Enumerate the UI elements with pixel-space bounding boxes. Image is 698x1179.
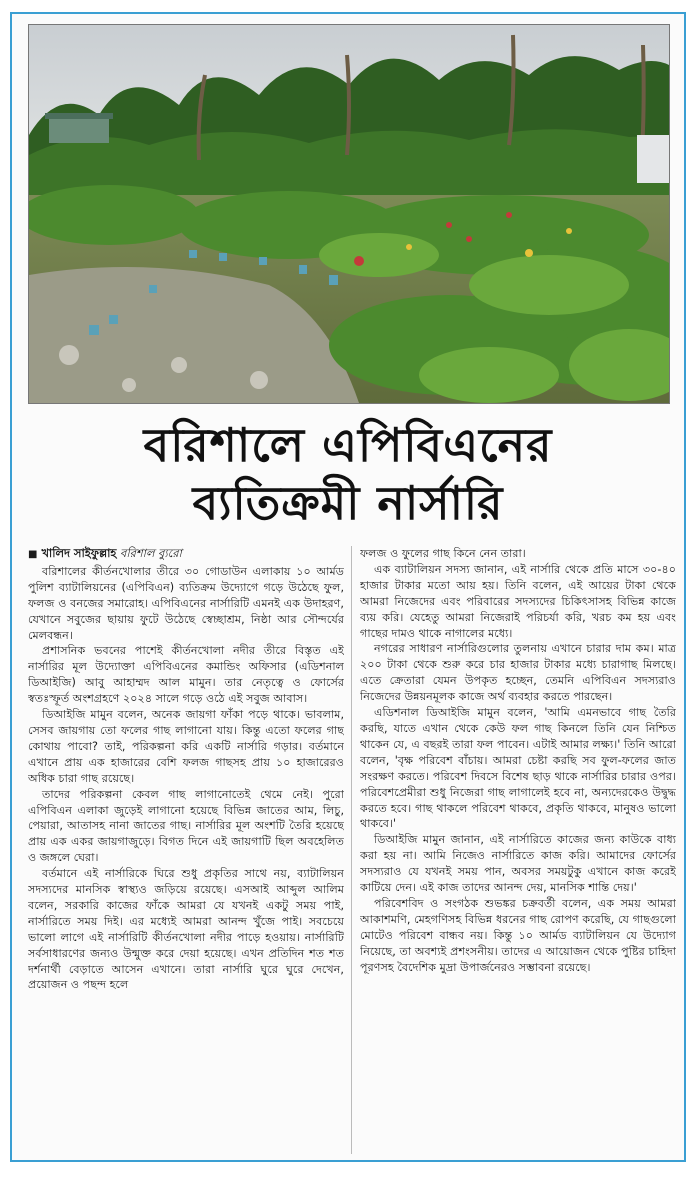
paragraph: বরিশালের কীর্তনখোলার তীরে ৩০ গোডাউন এলাকায় ১০ আর্মড পুলিশ ব্যাটালিয়নের (এপিবিএন) ব্যতিক্রম উদ্যোগে গড়ে উঠেছে ফুল, ফলজ ও বনজের সমারোহ। এপিবিএনের নার্সারিটি এমনই এক উদাহরণ, যেখানে সবুজের ছায়ায় ফুটে উঠেছে স্বেচ্ছাশ্রম, নিষ্ঠা আর সৌন্দর্যের মেলবন্ধন। [28,564,344,642]
byline-bullet-icon: ■ [28,549,38,560]
paragraph: বর্তমানে এই নার্সারিকে ঘিরে শুধু প্রকৃতির সাথে নয়, ব্যাটালিয়ন সদস্যদের মানসিক স্বাস্থ্যও জড়িয়ে রয়েছে। এসআই আব্দুল আলিম বলেন, সরকারি কাজের ফাঁকে আমরা যে যখনই একটু সময় পাই, নার্সারিতে সময় দিই। এর মধ্যেই আমরা আনন্দ খুঁজে পাই। সবচেয়ে ভালো লাগে এই নার্সারিটি কীর্তনখোলা নদীর পাড়ে হওয়ায়। নার্সারিটি সর্বসাধারণের জন্যও উন্মুক্ত করে দেয়া হয়েছে। এখন প্রতিদিন শত শত দর্শনার্থী বেড়াতে আসেন এখানে। তারা নার্সারি ঘুরে ঘুরে দেখেন, প্রয়োজন ও পছন্দ হলে [28,867,344,992]
column-divider [351,546,352,1154]
byline-bureau: বরিশাল ব্যুরো [120,546,182,560]
paragraph: প্রশাসনিক ভবনের পাশেই কীর্তনখোলা নদীর তীরে বিস্তৃত এই নার্সারির মূল উদ্যোক্তা এপিবিএনের কমান্ডিং অফিসার (এডিশনাল ডিআইজি) আবু আহাম্মদ আল মামুন। তার নেতৃত্বে ও ফোর্সের স্বতঃস্ফূর্ত অংশগ্রহণে ২০২৪ সালে গড়ে ওঠে এই সবুজ আবাস। [28,644,344,706]
paragraph: এক ব্যাটালিয়ন সদস্য জানান, এই নার্সারি থেকে প্রতি মাসে ৩০-৪০ হাজার টাকার মতো আয় হয়। তিনি বলেন, এই আয়ের টাকা থেকে আমরা নিজেদের এবং পরিবারের সদস্যদের চিকিৎসাসহ বিভিন্ন কাজে ব্যয় করি। যেহেতু আমরা নিজেরাই পরিচর্যা করি, খরচ কম হয় এবং গাছের দামও থাকে নাগালের মধ্যে। [360,562,676,640]
nursery-photo-image [29,25,669,403]
paragraph: পরিবেশবিদ ও সংগঠক শুভঙ্কর চক্রবর্তী বলেন, এক সময় আমরা আকাশমণি, মেহগণিসহ বিভিন্ন ধরনের গাছ রোপণ করেছি, যে গাছগুলো মোটেও পরিবেশ বান্ধব নয়। কিন্তু ১০ আর্মড ব্যাটালিয়ন যে উদ্যোগ নিয়েছে, তা অবশ্যই প্রশংসনীয়। তাদের এ আয়োজন থেকে পুষ্টির চাহিদা পূরণসহ বৈদেশিক মুদ্রা উপার্জনেরও সম্ভাবনা রয়েছে। [360,896,676,974]
byline [28,546,344,563]
byline-author: খালিদ সাইফুল্লাহ [41,546,117,560]
news-clipping [10,12,686,1162]
paragraph: এডিশনাল ডিআইজি মামুন বলেন, 'আমি এমনভাবে গাছ তৈরি করছি, যাতে এখান থেকে কেউ ফল গাছ কিনলে তিনি যেন নিশ্চিত থাকেন যে, এ বছরই তারা ফল পাবেন। এটাই আমার লক্ষ্য।' তিনি আরো বলেন, 'বৃক্ষ পরিবেশ বাঁচায়। আমরা চেষ্টা করছি সব ফুল-ফলের জাত সংরক্ষণ করতে। পরিবেশ দিবসে বিশেষ ছাড় থাকে নার্সারির চারার ওপর। পরিবেশপ্রেমীরা শুধু নিজেরা গাছ লাগালেই হবে না, অন্যদেরকেও উদ্বুদ্ধ করতে হবে। গাছ থাকলে পরিবেশ থাকবে, প্রকৃতি থাকবে, মানুষও ভালো থাকবে।' [360,706,676,831]
headline-line-2: ব্যতিক্রমী নার্সারি [192,476,504,530]
paragraph: ডিআইজি মামুন বলেন, অনেক জায়গা ফাঁকা পড়ে থাকে। ভাবলাম, সেসব জায়গায় তো ফলের গাছ লাগানো যায়। কিন্তু এতো ফলের গাছ কোথায় পাবো? তাই, পরিকল্পনা করি একটি নার্সারি গড়ার। বর্তমানে এখানে প্রায় এক হাজারের বেশি ফলজ গাছসহ প্রায় ১০ হাজারেরও অধিক চারা গাছ রয়েছে। [28,708,344,785]
paragraph: তাদের পরিকল্পনা কেবল গাছ লাগানোতেই থেমে নেই। পুরো এপিবিএন এলাকা জুড়েই লাগানো হয়েছে বিভিন্ন জাতের আম, লিচু, পেয়ারা, আতাসহ নানা জাতের গাছ। নার্সারির মূল অংশটি তৈরি হয়েছে প্রায় এক একর জায়গাজুড়ে। বিগত দিনে এই জায়গাটি ছিল অবহেলিত ও জঙ্গলে ঘেরা। [28,787,344,865]
nursery-photo [28,24,670,404]
article-column-left [28,546,344,1154]
paragraph: ডিআইজি মামুন জানান, এই নার্সারিতে কাজের জন্য কাউকে বাধ্য করা হয় না। আমি নিজেও নার্সারিতে কাজ করি। আমাদের ফোর্সের সদস্যরাও যে যখনই সময় পান, অবসর সময়টুকু এখানে কাজ করেই কাটিয়ে দেন। এই কাজ তাদের আনন্দ দেয়, মানসিক শান্তি দেয়।' [360,833,676,895]
headline-line-1: বরিশালে এপিবিএনের [143,418,553,472]
article-column-right [360,546,676,1154]
headline [28,416,668,532]
article-body [26,546,676,1156]
paragraph: নগরের সাধারণ নার্সারিগুলোর তুলনায় এখানে চারার দাম কম। মাত্র ২০০ টাকা থেকে শুরু করে চার হাজার টাকার মধ্যে চারাগাছ মিলছে। এতে ক্রেতারা যেমন উপকৃত হচ্ছেন, তেমনি এপিবিএন সদস্যরাও নিজেদের উন্নয়নমূলক কাজে অর্থ ব্যবহার করতে পারছেন। [360,642,676,704]
paragraph: ফলজ ও ফুলের গাছ কিনে নেন তারা। [360,547,526,560]
